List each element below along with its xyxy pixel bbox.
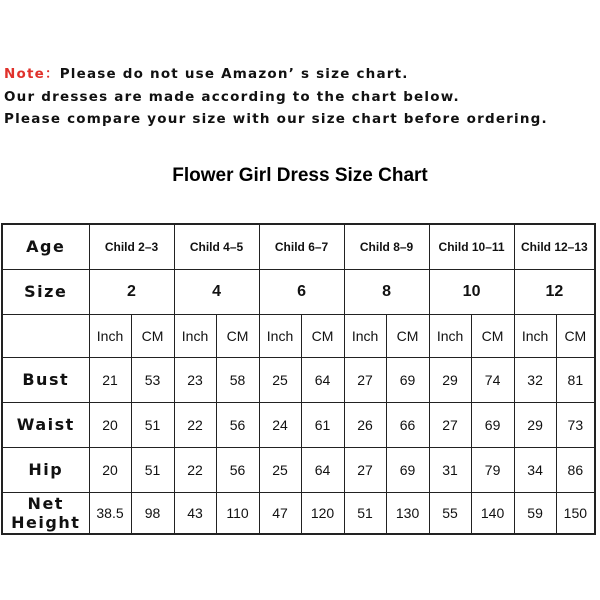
table-cell: 58 bbox=[216, 357, 259, 402]
table-cell: 23 bbox=[174, 357, 216, 402]
table-cell: 56 bbox=[216, 402, 259, 447]
table-cell: 130 bbox=[386, 492, 429, 534]
table-cell: 110 bbox=[216, 492, 259, 534]
unit-inch: Inch bbox=[344, 314, 386, 357]
size-chart-table bbox=[1, 223, 596, 535]
unit-cm: CM bbox=[216, 314, 259, 357]
unit-inch: Inch bbox=[174, 314, 216, 357]
bust-row bbox=[2, 357, 595, 402]
unit-inch: Inch bbox=[514, 314, 556, 357]
size-header: 8 bbox=[344, 269, 429, 314]
age-header: Child 6–7 bbox=[259, 224, 344, 269]
note-prefix: Note： bbox=[4, 66, 60, 82]
table-cell: 81 bbox=[556, 357, 595, 402]
age-header: Child 2–3 bbox=[89, 224, 174, 269]
table-cell: 69 bbox=[386, 447, 429, 492]
unit-cm: CM bbox=[301, 314, 344, 357]
table-cell: 86 bbox=[556, 447, 595, 492]
table-cell: 69 bbox=[471, 402, 514, 447]
size-label: Size bbox=[2, 269, 89, 314]
age-header: Child 4–5 bbox=[174, 224, 259, 269]
table-cell: 74 bbox=[471, 357, 514, 402]
table-cell: 140 bbox=[471, 492, 514, 534]
table-cell: 53 bbox=[131, 357, 174, 402]
net-height-label-line2: Height bbox=[11, 512, 81, 532]
size-header: 10 bbox=[429, 269, 514, 314]
table-cell: 98 bbox=[131, 492, 174, 534]
table-cell: 27 bbox=[344, 357, 386, 402]
table-cell: 59 bbox=[514, 492, 556, 534]
table-cell: 120 bbox=[301, 492, 344, 534]
net-height-row bbox=[2, 492, 595, 534]
waist-label: Waist bbox=[2, 402, 89, 447]
note-line-3: Please compare your size with our size chart before ordering. bbox=[4, 111, 548, 127]
table-cell: 27 bbox=[344, 447, 386, 492]
table-cell: 69 bbox=[386, 357, 429, 402]
size-row bbox=[2, 269, 595, 314]
table-cell: 32 bbox=[514, 357, 556, 402]
chart-title: Flower Girl Dress Size Chart bbox=[172, 165, 428, 186]
age-header: Child 10–11 bbox=[429, 224, 514, 269]
size-header: 4 bbox=[174, 269, 259, 314]
table-cell: 24 bbox=[259, 402, 301, 447]
table-cell: 64 bbox=[301, 357, 344, 402]
note-text-1: Please do not use Amazon’ s size chart. bbox=[59, 66, 409, 82]
note-line-1 bbox=[4, 63, 596, 86]
net-height-label-line1: Net bbox=[27, 493, 64, 513]
unit-inch: Inch bbox=[429, 314, 471, 357]
size-header: 12 bbox=[514, 269, 595, 314]
hip-label: Hip bbox=[2, 447, 89, 492]
waist-row bbox=[2, 402, 595, 447]
table-cell: 43 bbox=[174, 492, 216, 534]
unit-row-label bbox=[2, 314, 89, 357]
table-cell: 20 bbox=[89, 447, 131, 492]
unit-inch: Inch bbox=[89, 314, 131, 357]
hip-row bbox=[2, 447, 595, 492]
table-cell: 29 bbox=[514, 402, 556, 447]
table-cell: 61 bbox=[301, 402, 344, 447]
table-cell: 51 bbox=[131, 447, 174, 492]
unit-inch: Inch bbox=[259, 314, 301, 357]
table-cell: 25 bbox=[259, 357, 301, 402]
table-cell: 31 bbox=[429, 447, 471, 492]
table-cell: 56 bbox=[216, 447, 259, 492]
size-header: 2 bbox=[89, 269, 174, 314]
unit-cm: CM bbox=[556, 314, 595, 357]
table-cell: 150 bbox=[556, 492, 595, 534]
table-cell: 51 bbox=[131, 402, 174, 447]
table-cell: 51 bbox=[344, 492, 386, 534]
age-header: Child 12–13 bbox=[514, 224, 595, 269]
table-cell: 79 bbox=[471, 447, 514, 492]
age-header: Child 8–9 bbox=[344, 224, 429, 269]
unit-row bbox=[2, 314, 595, 357]
table-cell: 21 bbox=[89, 357, 131, 402]
table-cell: 55 bbox=[429, 492, 471, 534]
table-cell: 25 bbox=[259, 447, 301, 492]
bust-label: Bust bbox=[2, 357, 89, 402]
table-cell: 73 bbox=[556, 402, 595, 447]
unit-cm: CM bbox=[386, 314, 429, 357]
table-cell: 64 bbox=[301, 447, 344, 492]
table-cell: 22 bbox=[174, 447, 216, 492]
age-row bbox=[2, 224, 595, 269]
net-height-label bbox=[2, 492, 89, 534]
size-note bbox=[4, 63, 596, 131]
unit-cm: CM bbox=[471, 314, 514, 357]
table-cell: 47 bbox=[259, 492, 301, 534]
note-line-2: Our dresses are made according to the chart below. bbox=[4, 88, 460, 105]
table-cell: 29 bbox=[429, 357, 471, 402]
unit-cm: CM bbox=[131, 314, 174, 357]
table-cell: 38.5 bbox=[89, 492, 131, 534]
table-cell: 26 bbox=[344, 402, 386, 447]
table-cell: 66 bbox=[386, 402, 429, 447]
table-cell: 34 bbox=[514, 447, 556, 492]
table-cell: 20 bbox=[89, 402, 131, 447]
table-cell: 22 bbox=[174, 402, 216, 447]
age-label: Age bbox=[2, 224, 89, 269]
size-header: 6 bbox=[259, 269, 344, 314]
table-cell: 27 bbox=[429, 402, 471, 447]
